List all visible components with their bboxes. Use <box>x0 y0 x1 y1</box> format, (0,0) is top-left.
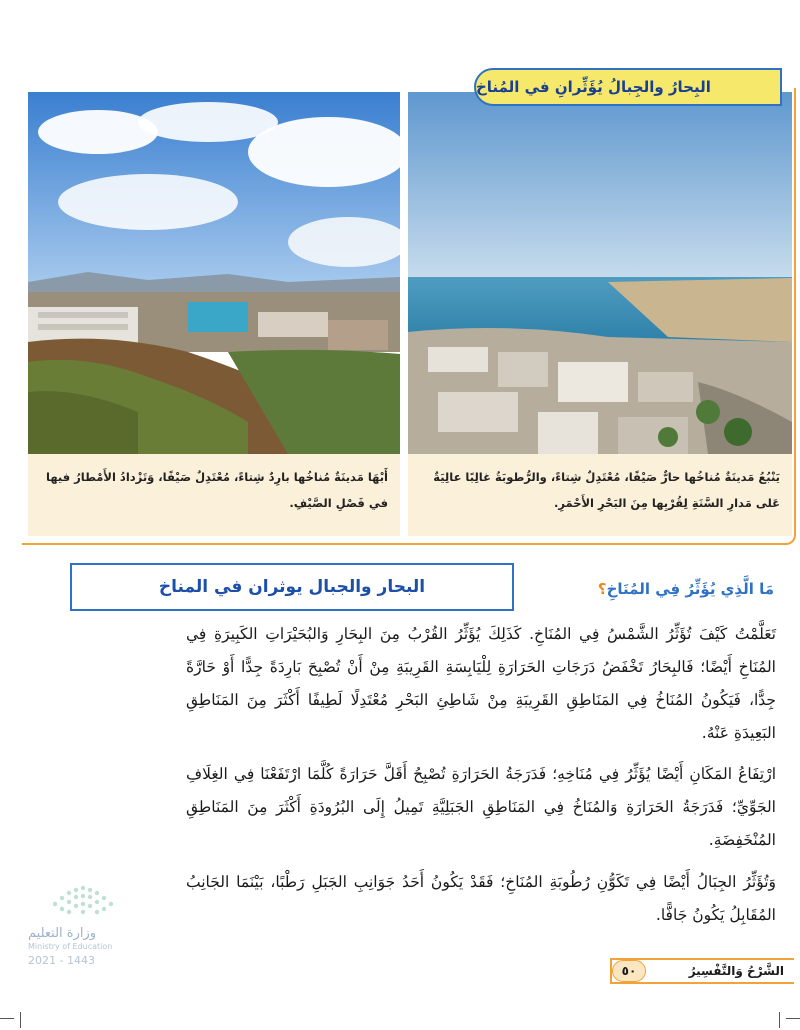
question-text: مَا الَّذِي يُؤَثِّرُ فِي المُنَاخِ <box>606 580 774 598</box>
ministry-name-ar: وزارة التعليم <box>28 926 97 941</box>
abha-photo <box>28 92 400 454</box>
ministry-logo <box>28 882 138 967</box>
yanbu-photo <box>408 92 792 454</box>
crop-mark <box>786 1018 800 1019</box>
ministry-year: 2021 - 1443 <box>28 954 95 967</box>
paragraph-mountain-humidity: وَتُؤَثِّرُ الجِبَالُ أَيْضًا فِي تَكَوُّنِ رُطُوبَةِ المُنَاخِ؛ فَقَدْ يَكُونُ أَحَدُ جَوَانِبِ الجَبَلِ رَطْبًا، بَيْنَمَا الجَانِبُ المُقَابِلُ يَكُونُ جَافًّا. <box>186 873 776 924</box>
paragraph-altitude-effect: ارْتِفَاعُ المَكَانِ أَيْضًا يُؤَثِّرُ فِي مُنَاخِهِ؛ فَدَرَجَةُ الحَرَارَةِ تُصْبِحُ أَقَلَّ حَرَارَةً كُلَّمَا ارْتَفَعْنَا فِي الغِلَافِ الجَوِّيِّ؛ فَدَرَجَةُ الحَرَارَةِ وَالمُنَاخُ فِي المَنَاطِقِ الجَبَلِيَّةِ تَمِيلُ إِلَى البُرُودَةِ أَكْثَرَ مِنَ المَنَاطِقِ المُنْخَفِضَةِ. <box>186 765 776 849</box>
crop-mark <box>0 1018 14 1019</box>
crop-mark <box>20 1012 21 1028</box>
ministry-name-en: Ministry of Education <box>28 942 113 951</box>
ministry-emblem-icon <box>28 882 138 922</box>
question-heading <box>598 580 774 598</box>
question-mark: ؟ <box>597 580 607 598</box>
paragraph-sea-effect: تَعَلَّمْتُ كَيْفَ تُؤَثِّرُ الشَّمْسُ فِي المُنَاخِ. كَذَلِكَ يُؤَثِّرُ القُرْبُ مِنَ البِحَارِ وَالبُحَيْرَاتِ الكَبِيرَةِ فِي المُنَاخِ أَيْضًا؛ فَالبِحَارُ تَخْفَضُ دَرَجَاتِ الحَرَارَةِ لِلْيَابِسَةِ القَرِيبَةِ مِنْ أَنْ تُصْبِحَ بَارِدَةً جِدًّا أَوْ حَارَّةً جِدًّا، فَيَكُونُ المُنَاخُ فِي المَنَاطِقِ القَرِيبَةِ مِنْ شَاطِئِ البَحْرِ مُعْتَدِلًا لَطِيفًا أَكْثَرَ مِنَ المَنَاطِقِ البَعِيدَةِ عَنْهُ. <box>186 625 776 742</box>
lesson-title-box: البحار والجبال يوثران في المناخ <box>70 563 514 611</box>
abha-caption: أَبْهَا مَدينَةٌ مُناخُها بارِدٌ شِتاءً، مُعْتَدِلٌ صَيْفًا، وَتَزْدادُ الأَمْطارُ فيها في فَصْلِ الصَّيْفِ. <box>28 454 400 536</box>
section-title-banner: البِحارُ والجِبالُ يُؤَثِّرانِ في المُناخ <box>474 68 782 106</box>
footer-label: الشَّرْحُ وَالتَّفْسِيرُ <box>688 964 784 978</box>
page-number: ٥٠ <box>612 960 646 982</box>
yanbu-caption: يَنْبُعُ مَدينَةٌ مُناخُها حارٌّ صَيْفًا، مُعْتَدِلٌ شِتاءً، والرُّطوبَةُ غالِبًا عالِيَةٌ عَلى مَدارِ السَّنَةِ لِقُرْبِها مِنَ البَحْرِ الأَحْمَرِ. <box>408 454 792 536</box>
crop-mark <box>779 1012 780 1028</box>
